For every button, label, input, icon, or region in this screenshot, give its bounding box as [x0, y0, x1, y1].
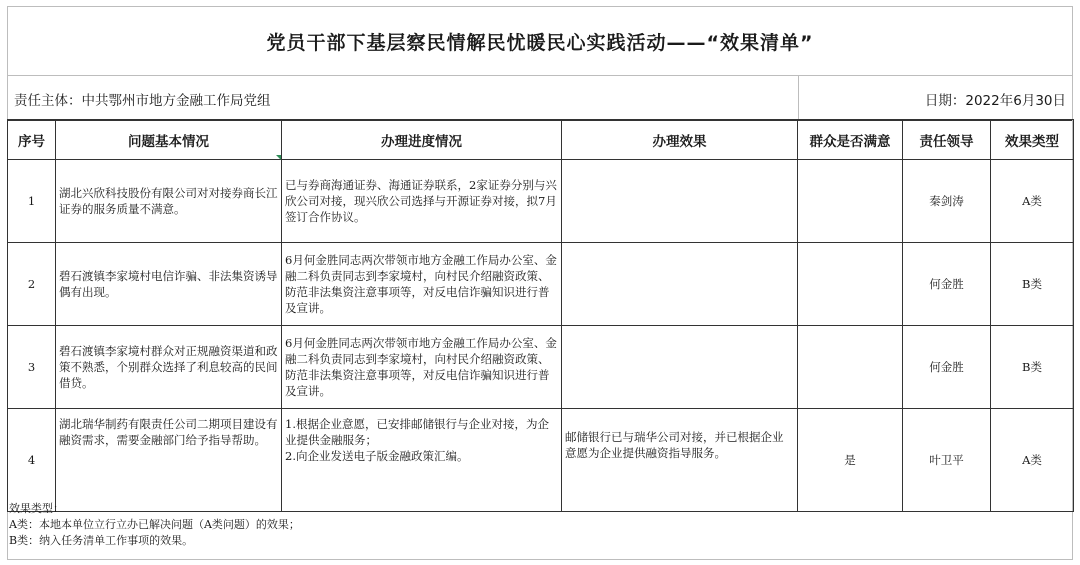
- header-type: 效果类型: [991, 120, 1074, 160]
- cell-no: 1: [8, 160, 56, 243]
- header-problem: 问题基本情况: [56, 120, 282, 160]
- cell-effect: 邮储银行已与瑞华公司对接，并已根据企业意愿为企业提供融资指导服务。: [562, 409, 798, 512]
- cell-type: B类: [991, 326, 1074, 409]
- table-row: [8, 160, 1074, 243]
- effect-table: [7, 119, 1074, 512]
- header-no: 序号: [8, 120, 56, 160]
- notes-type-a: A类：本地本单位立行立办已解决问题（A类问题）的效果；: [9, 518, 300, 531]
- cell-leader: 何金胜: [903, 243, 991, 326]
- cell-problem: 碧石渡镇李家境村电信诈骗、非法集资诱导偶有出现。: [56, 243, 282, 326]
- cell-problem: 碧石渡镇李家境村群众对正规融资渠道和政策不熟悉，个别群众选择了利息较高的民间借贷。: [56, 326, 282, 409]
- cell-type: B类: [991, 243, 1074, 326]
- cell-no: 2: [8, 243, 56, 326]
- header-leader: 责任领导: [903, 120, 991, 160]
- table-row: [8, 409, 1074, 512]
- cell-progress: 1.根据企业意愿，已安排邮储银行与企业对接，为企业提供金融服务； 2.向企业发送电子版金融政策汇编。: [282, 409, 562, 512]
- cell-satisfied: [798, 326, 903, 409]
- cell-no: 4: [8, 409, 56, 512]
- cell-effect: [562, 326, 798, 409]
- notes-heading: 效果类型：: [9, 502, 64, 515]
- cell-progress: 6月何金胜同志两次带领市地方金融工作局办公室、金融二科负责同志到李家境村，向村民介绍融资政策、防范非法集资注意事项等，对反电信诈骗知识进行普及宣讲。: [282, 243, 562, 326]
- cell-satisfied: 是: [798, 409, 903, 512]
- table-header-row: [8, 120, 1074, 160]
- header-effect: 办理效果: [562, 120, 798, 160]
- responsible-entity: 责任主体：中共鄂州市地方金融工作局党组: [14, 93, 271, 109]
- cell-progress: 已与券商海通证券、海通证券联系，2家证券分别与兴欣公司对接，现兴欣公司选择与开源证券对接，拟7月签订合作协议。: [282, 160, 562, 243]
- cell-effect: [562, 160, 798, 243]
- cell-leader: 秦剑涛: [903, 160, 991, 243]
- header-satisfied: 群众是否满意: [798, 120, 903, 160]
- cell-problem: 湖北瑞华制药有限责任公司二期项目建设有融资需求，需要金融部门给予指导帮助。: [56, 409, 282, 512]
- title-row: [8, 7, 1072, 76]
- cell-satisfied: [798, 243, 903, 326]
- cell-problem: 湖北兴欣科技股份有限公司对对接券商长江证券的服务质量不满意。: [56, 160, 282, 243]
- cell-no: 3: [8, 326, 56, 409]
- effect-list-sheet: [7, 6, 1073, 560]
- cell-leader: 叶卫平: [903, 409, 991, 512]
- cell-leader: 何金胜: [903, 326, 991, 409]
- meta-divider: [798, 76, 799, 120]
- cell-effect: [562, 243, 798, 326]
- table-row: [8, 326, 1074, 409]
- page-title: 党员干部下基层察民情解民忧暖民心实践活动——“效果清单”: [266, 31, 814, 54]
- cell-comment-marker: [276, 155, 281, 160]
- cell-satisfied: [798, 160, 903, 243]
- header-progress: 办理进度情况: [282, 120, 562, 160]
- table-row: [8, 243, 1074, 326]
- report-date: 日期：2022年6月30日: [924, 93, 1066, 109]
- notes-type-b: B类：纳入任务清单工作事项的效果。: [9, 534, 194, 547]
- cell-progress: 6月何金胜同志两次带领市地方金融工作局办公室、金融二科负责同志到李家境村，向村民介绍融资政策、防范非法集资注意事项等，对反电信诈骗知识进行普及宣讲。: [282, 326, 562, 409]
- cell-type: A类: [991, 160, 1074, 243]
- notes-section: [8, 501, 1073, 549]
- cell-type: A类: [991, 409, 1074, 512]
- meta-row: [8, 76, 1072, 121]
